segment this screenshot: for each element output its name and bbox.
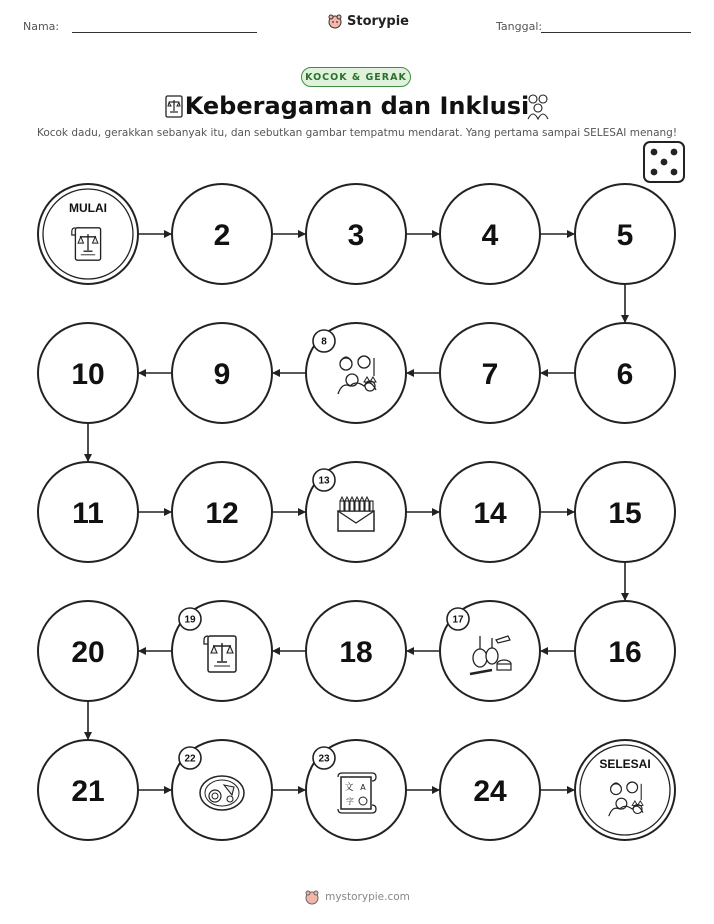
board-space-19 <box>172 601 272 701</box>
food-plate-icon <box>200 776 244 810</box>
space-number: 2 <box>213 219 231 252</box>
space-number: 17 <box>452 614 464 626</box>
board-space-7 <box>440 323 540 423</box>
board-space-2 <box>172 184 272 284</box>
board-space-12 <box>172 462 272 562</box>
board-space-3 <box>306 184 406 284</box>
space-number: 24 <box>473 775 507 808</box>
space-number: 13 <box>318 475 330 487</box>
footer-url: mystorypie.com <box>325 891 410 903</box>
space-number: 16 <box>608 636 642 669</box>
space-number: 6 <box>616 358 634 391</box>
space-number: 22 <box>184 753 196 765</box>
board-space-17 <box>440 601 540 701</box>
board-space-22 <box>172 740 272 840</box>
space-number: 10 <box>71 358 105 391</box>
space-number: 3 <box>347 219 365 252</box>
scales-of-justice-icon <box>72 228 101 260</box>
space-number: 11 <box>72 497 104 530</box>
storypie-mascot-icon <box>304 889 320 905</box>
scales-of-justice-icon <box>204 636 236 672</box>
page-title: Keberagaman dan Inklusi <box>184 92 530 120</box>
board-space-4 <box>440 184 540 284</box>
board-space-20 <box>38 601 138 701</box>
board-space-24 <box>440 740 540 840</box>
board-space-9 <box>172 323 272 423</box>
board-space-14 <box>440 462 540 562</box>
board-space-5 <box>575 184 675 284</box>
board-space-10 <box>38 323 138 423</box>
footer <box>0 889 714 905</box>
board-space-25 <box>575 740 675 840</box>
board-space-8 <box>306 323 406 423</box>
space-number: 15 <box>608 497 642 530</box>
board-space-11 <box>38 462 138 562</box>
space-number: 19 <box>184 614 196 626</box>
board-space-15 <box>575 462 675 562</box>
board-space-13 <box>306 462 406 562</box>
space-number: 9 <box>213 358 231 391</box>
date-label: Tanggal: <box>496 20 543 33</box>
board-spaces <box>38 184 675 840</box>
board-space-16 <box>575 601 675 701</box>
space-number: 12 <box>205 497 239 530</box>
board-space-1 <box>38 184 138 284</box>
board-space-18 <box>306 601 406 701</box>
space-number: 20 <box>71 636 105 669</box>
space-number: 5 <box>616 219 634 252</box>
space-number: 18 <box>339 636 373 669</box>
space-number: 23 <box>318 753 330 765</box>
start-label: MULAI <box>69 201 107 215</box>
dice-five-icon <box>644 142 684 182</box>
board-space-23 <box>306 740 406 840</box>
space-number: 7 <box>481 358 499 391</box>
instructions-text: Kocok dadu, gerakkan sebanyak itu, dan sebutkan gambar tempatmu mendarat. Yang pertama sampai SELESAI menang! <box>36 127 678 139</box>
space-number: 21 <box>71 775 105 808</box>
finish-label: SELESAI <box>599 757 651 771</box>
name-label: Nama: <box>23 20 60 33</box>
brand-name: Storypie <box>347 13 409 29</box>
crayons-box-icon <box>338 497 374 531</box>
activity-badge: KOCOK & GERAK <box>301 67 411 87</box>
space-number: 4 <box>481 219 499 252</box>
board-space-21 <box>38 740 138 840</box>
space-number: 8 <box>321 336 327 348</box>
board-space-6 <box>575 323 675 423</box>
language-scroll-icon <box>338 773 376 813</box>
space-number: 14 <box>473 497 507 530</box>
